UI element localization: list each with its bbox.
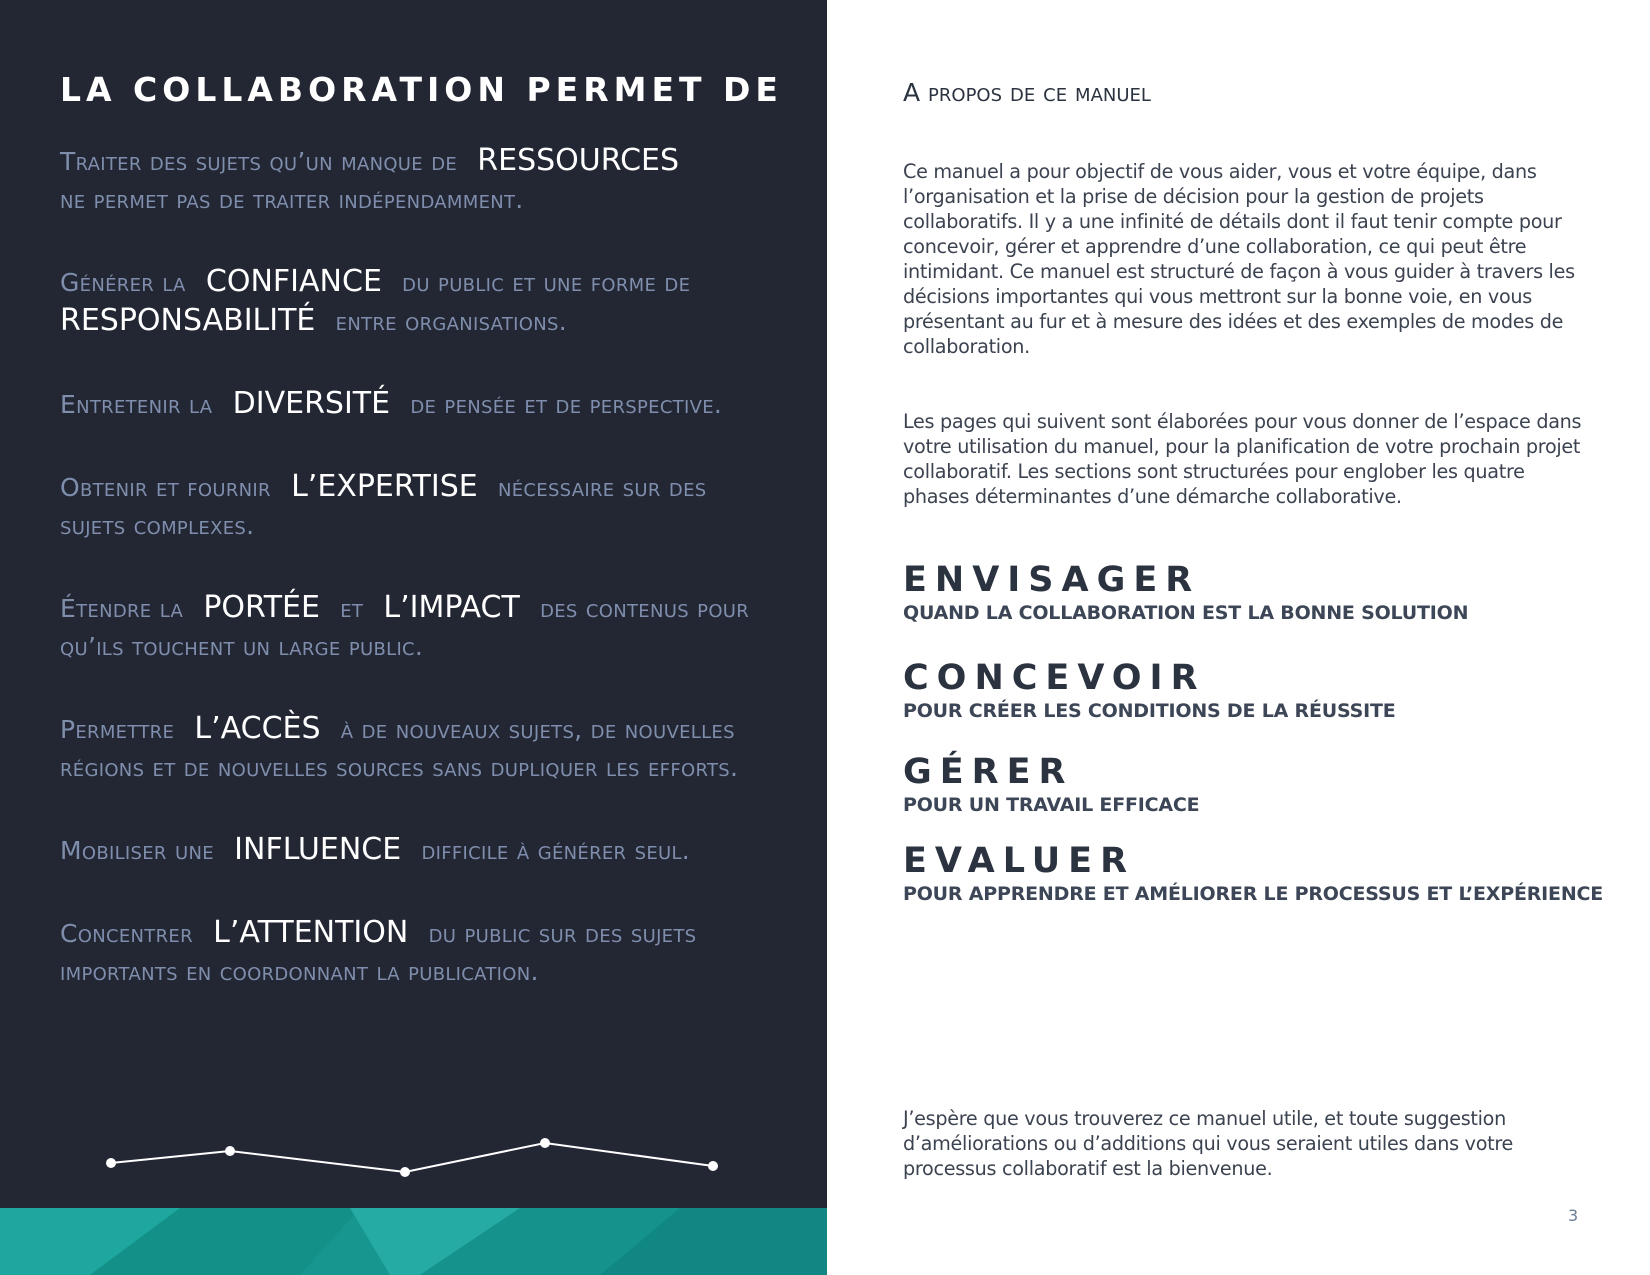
benefit-text: entre organisations. [335, 307, 567, 336]
benefit-highlight: RESSOURCES [477, 143, 680, 178]
benefit-text: Mobiliser une [60, 836, 214, 865]
benefit-highlight: L’ATTENTION [213, 915, 409, 950]
phase-envisager [903, 560, 1468, 624]
benefit-text: et [340, 594, 364, 623]
phase-description: POUR APPRENDRE ET AMÉLIORER LE PROCESSUS ET L’EXPÉRIENCE [903, 883, 1604, 905]
benefit-text: Étendre la [60, 594, 184, 623]
pages-paragraph: Les pages qui suivent sont élaborées pour vous donner de l’espace dans votre utilisation du manuel, pour la planification de votre prochain projet collaboratif. Les sections sont structurées pour englober les quatre phases déterminantes d’une démarche collaborative. [903, 410, 1582, 508]
benefit-highlight: DIVERSITÉ [232, 386, 391, 421]
benefit-text: Traiter des sujets qu’un manque de [60, 147, 458, 176]
phase-name: CONCEVOIR [903, 658, 1206, 698]
phase-description: QUAND LA COLLABORATION EST LA BONNE SOLUTION [903, 602, 1469, 624]
about-title: A propos de ce manuel [903, 78, 1151, 107]
phase-name: GÉRER [903, 752, 1074, 792]
phase-evaluer [903, 841, 1603, 905]
benefit-text: nécessaire sur des sujets complexes. [60, 473, 707, 540]
left-title: LA COLLABORATION PERMET DE [60, 70, 783, 109]
benefit-text: difficile à générer seul. [421, 836, 691, 865]
benefit-text: du public sur des sujets importants en coordonnant la publication. [60, 919, 697, 986]
benefit-text: à de nouveaux sujets, de nouvelles régions et de nouvelles sources sans dupliquer les efforts. [60, 715, 739, 782]
phase-concevoir [903, 658, 1396, 722]
closing-paragraph: J’espère que vous trouverez ce manuel utile, et toute suggestion d’améliorations ou d’additions qui vous seraient utiles dans votre processus collaboratif est la bienvenue. [903, 1107, 1514, 1180]
phase-description: POUR UN TRAVAIL EFFICACE [903, 794, 1200, 816]
benefit-highlight: PORTÉE [203, 590, 320, 625]
right-panel [827, 0, 1650, 1275]
phase-gerer [903, 752, 1199, 816]
benefit-highlight: RESPONSABILITÉ [60, 303, 316, 338]
benefit-text: Obtenir et fournir [60, 473, 271, 502]
teal-footer-band [0, 1208, 827, 1275]
benefit-text: des contenus pour qu’ils touchent un large public. [60, 594, 750, 661]
benefit-text: Permettre [60, 715, 175, 744]
benefit-text: Concentrer [60, 919, 193, 948]
benefit-highlight: L’EXPERTISE [291, 469, 478, 504]
benefit-highlight: L’IMPACT [383, 590, 520, 625]
benefit-text: ne permet pas de traiter indépendamment. [60, 185, 524, 214]
benefit-text: Entretenir la [60, 390, 213, 419]
benefit-text: de pensée et de perspective. [410, 390, 723, 419]
decorative-line-graphic [0, 0, 827, 1200]
intro-paragraph: Ce manuel a pour objectif de vous aider, vous et votre équipe, dans l’organisation et la prise de décision pour la gestion de projets collaboratifs. Il y a une infinité de détails dont il faut tenir compte pour concevoir, gérer et apprendre d’une collaboration, ce qui peut être intimidant. Ce manuel est structuré de façon à vous guider à travers les décisions importantes qui vous mettront sur la bonne voie, en vous présentant au fur et à mesure des idées et des exemples de modes de collaboration. [903, 160, 1575, 358]
benefit-highlight: INFLUENCE [234, 832, 402, 867]
benefit-text: du public et une forme de [402, 268, 691, 297]
benefit-text: Générer la [60, 268, 186, 297]
phase-name: EVALUER [903, 841, 1136, 881]
page-number: 3 [1568, 1206, 1579, 1225]
benefit-highlight: CONFIANCE [205, 264, 382, 299]
phase-name: ENVISAGER [903, 560, 1201, 600]
benefit-highlight: L’ACCÈS [194, 711, 321, 746]
phase-description: POUR CRÉER LES CONDITIONS DE LA RÉUSSITE [903, 700, 1396, 722]
